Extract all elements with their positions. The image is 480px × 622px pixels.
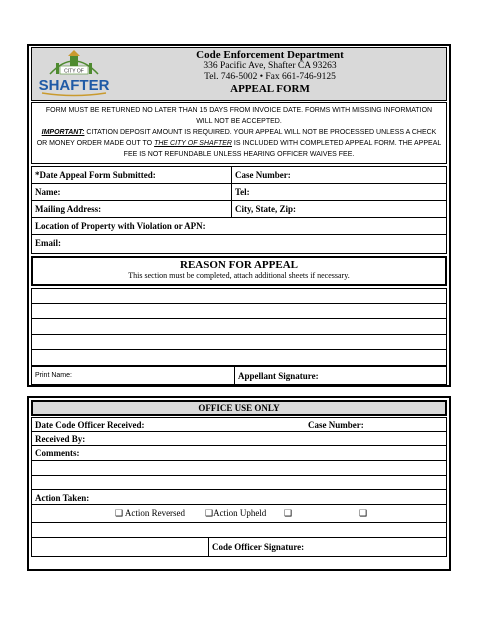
case-number-field[interactable]: Case Number: [235,170,291,180]
comments-line[interactable] [32,476,446,490]
city-payee: THE CITY OF SHAFTER [154,140,232,147]
date-submitted-field[interactable]: *Date Appeal Form Submitted: [32,167,232,183]
action-checkbox-4[interactable]: ❑ [359,508,368,518]
action-upheld-checkbox[interactable]: ❑Action Upheld [205,508,267,518]
logo-shafter: SHAFTER [38,77,110,94]
code-officer-signature-field[interactable]: Code Officer Signature: [212,542,305,552]
form-title: APPEAL FORM [230,83,310,95]
notice-line4a: OR MONEY ORDER MADE OUT TO [36,140,155,147]
department-phone: Tel. 746-5002 • Fax 661-746-9125 [204,72,336,82]
reason-header [31,256,447,286]
notice-line4b: IS INCLUDED WITH COMPLETED APPEAL FORM. THE APPEAL [231,140,442,147]
reason-line[interactable] [31,304,447,320]
signature-row [31,366,447,385]
logo-city-of: CITY OF [64,68,84,75]
action-line[interactable] [32,523,446,538]
date-received-field[interactable]: Date Code Officer Received: [35,420,145,430]
notice-line1: FORM MUST BE RETURNED NO LATER THAN 15 DAYS FROM INVOICE DATE. FORMS WITH MISSING INFORMATION [45,107,433,114]
office-use-header: OFFICE USE ONLY [31,400,447,416]
tel-field[interactable]: Tel: [235,187,250,197]
email-field[interactable]: Email: [35,238,61,248]
action-reversed-checkbox[interactable]: ❑ Action Reversed [115,508,186,518]
action-checkbox-3[interactable]: ❑ [284,508,293,518]
important-label: IMPORTANT: [41,129,85,136]
form-header [31,47,447,101]
action-taken-label: Action Taken: [32,490,446,505]
reason-lines[interactable] [31,288,447,366]
department-name: Code Enforcement Department [196,49,344,61]
received-by-field[interactable]: Received By: [32,432,446,446]
applicant-fields [31,166,447,254]
reason-line[interactable] [31,350,447,366]
notice-line2: WILL NOT BE ACCEPTED. [196,118,282,125]
reason-title: REASON FOR APPEAL [180,259,298,271]
office-case-number-field[interactable]: Case Number: [308,420,364,430]
name-field[interactable]: Name: [32,184,232,200]
office-fields [31,417,447,557]
print-name-field[interactable]: Print Name: [32,367,235,384]
department-address: 336 Pacific Ave, Shafter CA 93263 [203,61,337,71]
reason-line[interactable] [31,288,447,304]
reason-line[interactable] [31,319,447,335]
city-logo [36,50,112,98]
mailing-address-field[interactable]: Mailing Address: [32,201,232,217]
notice-line3: CITATION DEPOSIT AMOUNT IS REQUIRED. YOUR APPEAL WILL NOT BE PROCESSED UNLESS A CHECK [84,129,437,136]
location-field[interactable]: Location of Property with Violation or APN: [35,221,206,231]
notice-box [31,102,447,164]
appellant-signature-field[interactable]: Appellant Signature: [238,371,319,381]
comments-field[interactable]: Comments: [32,446,446,461]
reason-line[interactable] [31,335,447,351]
reason-subtitle: This section must be completed, attach additional sheets if necessary. [128,271,350,280]
comments-line[interactable] [32,461,446,476]
notice-line5: FEE IS NOT REFUNDABLE UNLESS HEARING OFFICER WAIVES FEE. [123,151,355,158]
city-state-zip-field[interactable]: City, State, Zip: [235,204,297,214]
